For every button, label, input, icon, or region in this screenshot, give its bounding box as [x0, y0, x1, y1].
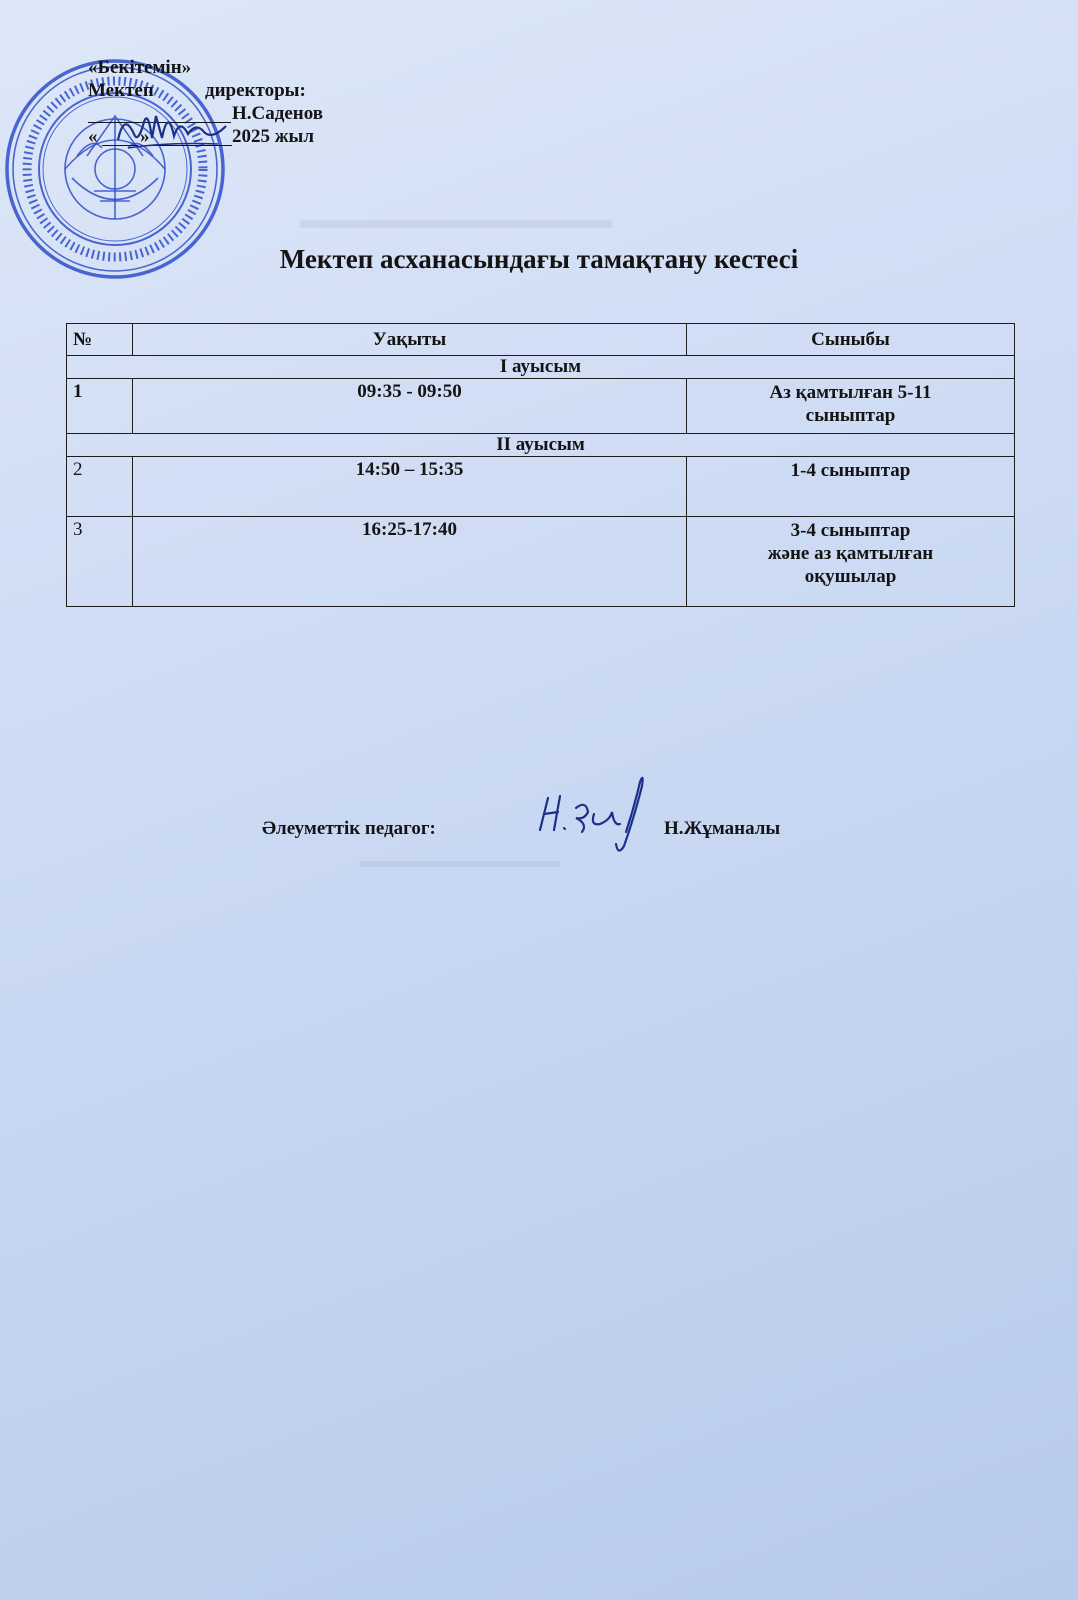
class-line: 3-4 сыныптар: [790, 520, 911, 541]
school-word: Мектеп: [88, 80, 154, 101]
shift-row-2: [67, 434, 1015, 457]
social-pedagogue-name: Н.Жұманалы: [664, 818, 781, 839]
row-number: 2: [67, 457, 133, 517]
director-signature-icon: [108, 104, 248, 154]
row-time: 16:25-17:40: [133, 517, 687, 607]
bleed-through-text: ▬▬▬▬▬▬▬▬▬▬: [360, 850, 560, 872]
header-number: №: [67, 324, 133, 356]
approval-word: «Бекітемін»: [88, 57, 192, 78]
header-class: Сыныбы: [687, 324, 1015, 356]
signature-icon: [530, 768, 660, 858]
year-text: 2025 жыл: [232, 126, 315, 147]
header-time: Уақыты: [133, 324, 687, 356]
quote-left: «: [88, 126, 98, 147]
row-classes: [687, 457, 1015, 517]
row-time: 14:50 – 15:35: [133, 457, 687, 517]
class-line: оқушылар: [804, 566, 897, 587]
table-row: [67, 379, 1015, 434]
table-header-row: [67, 324, 1015, 356]
row-number: 1: [67, 379, 133, 434]
class-line: Аз қамтылған 5-11: [769, 382, 932, 403]
table-row: [67, 457, 1015, 517]
director-name: Н.Саденов: [232, 103, 324, 124]
bleed-through-text: ▬▬▬▬▬▬▬▬▬▬▬▬: [300, 205, 612, 234]
row-time: 09:35 - 09:50: [133, 379, 687, 434]
class-line: 1-4 сыныптар: [790, 460, 911, 481]
quote-right: »: [140, 126, 150, 147]
row-classes: [687, 379, 1015, 434]
document-title: Мектеп асханасындағы тамақтану кестесі: [279, 244, 799, 274]
approval-line-1: [88, 56, 388, 79]
table-row: [67, 517, 1015, 607]
social-pedagogue-label: Әлеуметтік педагог:: [262, 818, 436, 839]
approval-block: [88, 56, 388, 148]
approval-line-2: [88, 79, 388, 102]
shift-label: І ауысым: [67, 356, 1015, 379]
row-classes: [687, 517, 1015, 607]
director-word: директоры:: [205, 80, 306, 101]
shift-label: ІІ ауысым: [67, 434, 1015, 457]
schedule-table: [66, 323, 1015, 607]
class-line: сыныптар: [805, 405, 896, 426]
shift-row-1: [67, 356, 1015, 379]
class-line: және аз қамтылған: [767, 543, 934, 564]
row-number: 3: [67, 517, 133, 607]
